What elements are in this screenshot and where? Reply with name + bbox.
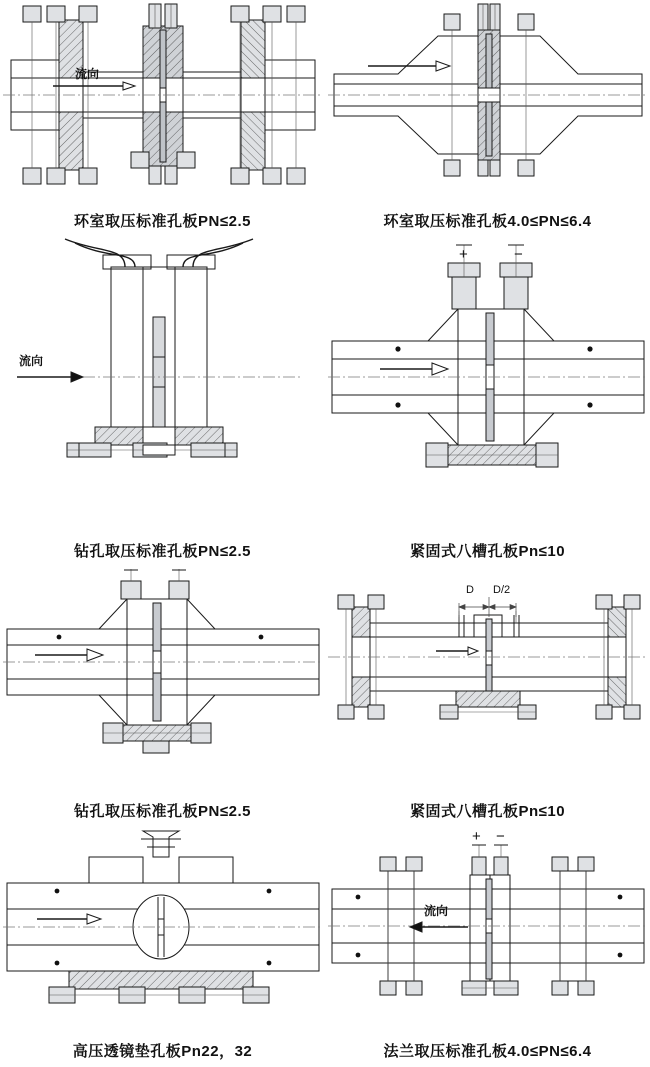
figure-6-caption: 紧固式八槽孔板Pn≤10 xyxy=(409,803,566,820)
orifice-plate-ring-chamber-low-pressure xyxy=(3,0,323,190)
figure-2-drawing xyxy=(325,0,650,213)
figure-cell-5 xyxy=(0,567,325,827)
figure-1-flow-label: 流向 xyxy=(74,67,99,81)
orifice-plate-drilled-tap-vertical xyxy=(3,237,323,522)
figure-2-caption: 环室取压标准孔板4.0≤PN≤6.4 xyxy=(383,213,592,230)
figure-8-label-minus: − xyxy=(495,828,505,845)
figure-5-drawing xyxy=(0,567,325,803)
figure-cell-2 xyxy=(325,0,650,237)
figure-4-drawing xyxy=(325,237,650,543)
figure-cell-4 xyxy=(325,237,650,567)
figure-4-label-minus: − xyxy=(513,246,523,263)
figure-4-caption: 紧固式八槽孔板Pn≤10 xyxy=(409,543,566,560)
figure-8-caption: 法兰取压标准孔板4.0≤PN≤6.4 xyxy=(383,1043,592,1060)
orifice-plate-ring-chamber-high-pressure xyxy=(328,0,648,190)
figure-1-drawing xyxy=(0,0,325,213)
figure-3-flow-arrow xyxy=(17,372,83,382)
figure-6-drawing xyxy=(325,567,650,803)
figure-cell-3 xyxy=(0,237,325,567)
figure-cell-7 xyxy=(0,827,325,1067)
figure-4-label-plus: + xyxy=(458,246,468,263)
orifice-plate-clamped-eight-groove xyxy=(328,237,648,522)
figure-3-drawing xyxy=(0,237,325,543)
figure-2-flow-arrow xyxy=(368,61,450,71)
orifice-plate-flange-tap-high-pressure xyxy=(328,827,648,1022)
orifice-plate-high-pressure-lens-gasket xyxy=(3,827,323,1022)
orifice-plate-clamped-eight-groove-dimensioned xyxy=(328,567,648,782)
figure-3-flow-label: 流向 xyxy=(18,354,43,368)
figure-6-dimension-lines xyxy=(459,597,516,617)
figure-6-dim-label-d: D xyxy=(465,584,474,596)
figure-8-flow-label: 流向 xyxy=(423,904,448,918)
figure-cell-1 xyxy=(0,0,325,237)
figure-cell-8 xyxy=(325,827,650,1067)
figure-7-drawing xyxy=(0,827,325,1043)
figure-1-caption: 环室取压标准孔板PN≤2.5 xyxy=(74,213,251,230)
figure-7-caption: 高压透镜垫孔板Pn22，32 xyxy=(72,1043,253,1060)
figure-6-dim-label-d-half: D/2 xyxy=(492,584,510,596)
figure-3-caption: 钻孔取压标准孔板PN≤2.5 xyxy=(74,543,251,560)
figure-5-caption: 钻孔取压标准孔板PN≤2.5 xyxy=(74,803,251,820)
figure-cell-6 xyxy=(325,567,650,827)
figure-8-drawing xyxy=(325,827,650,1043)
orifice-plate-drilled-tap-horizontal xyxy=(3,567,323,782)
figure-8-label-plus: + xyxy=(471,828,481,845)
